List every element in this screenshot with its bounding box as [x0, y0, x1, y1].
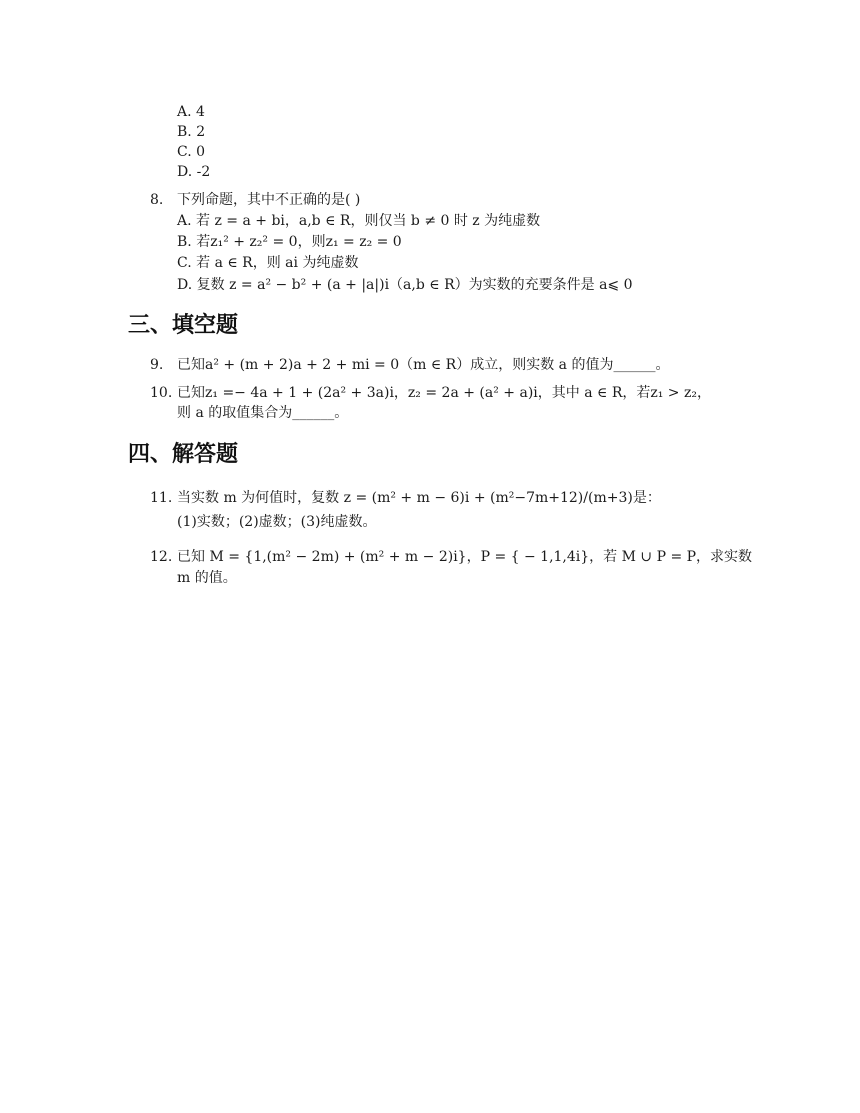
q8-option-a: [177, 212, 540, 230]
q8-option-b: [177, 233, 402, 251]
section-heading-answer: 四、解答题: [128, 442, 239, 467]
q8-stem: 下列命题，其中不正确的是( ): [177, 192, 361, 208]
q12-line-1: 已知 M = {1,(m² − 2m) + (m² + m − 2)i}，P = { − 1,1,4i}，若 M ∪ P = P，求实数: [177, 549, 753, 565]
q11-line-1: 当实数 m 为何值时，复数 z = (m² + m − 6)i + (m²−7m+12)/(m+3)是：: [177, 490, 661, 506]
q8-option-c: [177, 254, 358, 272]
q12-number: 12.: [150, 549, 173, 565]
option-text: 0: [196, 144, 206, 160]
option-letter: A.: [177, 104, 192, 120]
q7-option-c: [177, 143, 205, 161]
option-text: 若 a ∈ R，则 ai 为纯虚数: [196, 255, 359, 271]
option-text: -2: [196, 164, 211, 180]
q10-line-2: 则 a 的取值集合为______。: [177, 405, 349, 421]
option-text: 若z₁² + z₂² = 0，则z₁ = z₂ = 0: [196, 234, 402, 250]
q10-number: 10.: [150, 385, 173, 401]
option-letter: B.: [177, 124, 192, 140]
option-letter: A.: [177, 213, 192, 229]
option-text: 若 z = a + bi，a,b ∈ R，则仅当 b ≠ 0 时 z 为纯虚数: [196, 213, 541, 229]
q9-number: 9.: [150, 357, 164, 373]
q12-line-2: m 的值。: [177, 570, 237, 586]
option-text: 4: [196, 104, 205, 120]
option-letter: D.: [177, 164, 193, 180]
q7-option-a: [177, 103, 205, 121]
option-letter: B.: [177, 234, 192, 250]
option-letter: C.: [177, 144, 192, 160]
option-text: 复数 z = a² − b² + (a + |a|)i（a,b ∈ R）为实数的充要条件是 a⩽ 0: [196, 277, 633, 293]
section-heading-fill-blank: 三、填空题: [128, 313, 239, 338]
q8-option-d: [177, 276, 633, 294]
q7-option-d: [177, 163, 210, 181]
q9-text: 已知a² + (m + 2)a + 2 + mi = 0（m ∈ R）成立，则实数 a 的值为______。: [177, 357, 670, 373]
option-text: 2: [196, 124, 206, 140]
q11-number: 11.: [150, 490, 173, 506]
option-letter: C.: [177, 255, 192, 271]
option-letter: D.: [177, 277, 193, 293]
q10-line-1: 已知z₁ =− 4a + 1 + (2a² + 3a)i，z₂ = 2a + (a² + a)i，其中 a ∈ R，若z₁ > z₂，: [177, 385, 711, 401]
q7-option-b: [177, 123, 205, 141]
q11-line-2: (1)实数；(2)虚数；(3)纯虚数。: [177, 514, 377, 530]
q8-number: 8.: [150, 192, 164, 208]
